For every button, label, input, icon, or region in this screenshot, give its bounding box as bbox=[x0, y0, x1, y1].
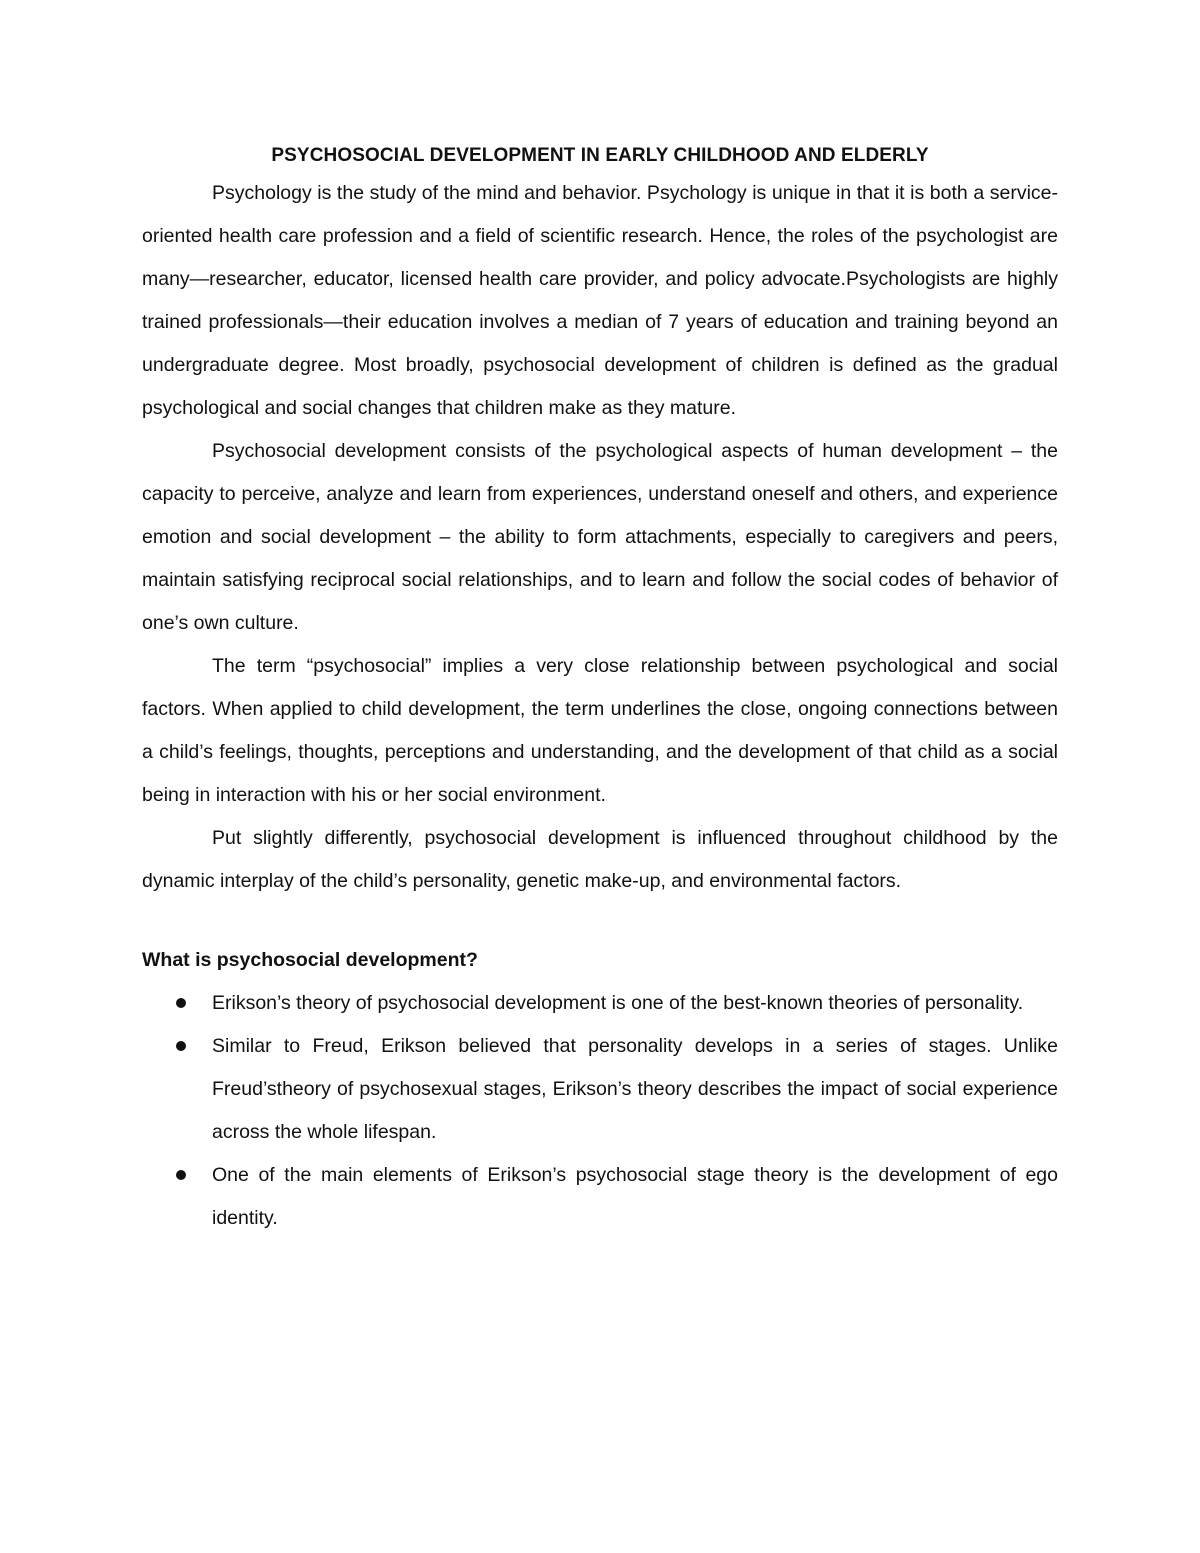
bullet-dot-icon bbox=[176, 1170, 186, 1180]
section-heading: What is psychosocial development? bbox=[142, 949, 478, 971]
bullet-text: One of the main elements of Erikson’s psychosocial stage theory is the development of ego identity. bbox=[212, 1164, 1058, 1229]
paragraph-term-psychosocial: The term “psychosocial” implies a very close relationship between psychological and social factors. When applied to child development, the term underlines the close, ongoing connections between a child’s feelings, thoughts, perceptions and understanding, and the development of that child as a social being in interaction with his or her social environment. bbox=[142, 655, 1058, 806]
document-title: PSYCHOSOCIAL DEVELOPMENT IN EARLY CHILDHOOD AND ELDERLY bbox=[271, 145, 929, 166]
bullet-dot-icon bbox=[176, 998, 186, 1008]
paragraph-psychosocial-definition: Psychosocial development consists of the psychological aspects of human development – the capacity to perceive, analyze and learn from experiences, understand oneself and others, and experience emotion and social development – the ability to form attachments, especially to caregivers and peers, maintain satisfying reciprocal social relationships, and to learn and follow the social codes of behavior of one’s own culture. bbox=[142, 440, 1058, 634]
bullet-dot-icon bbox=[176, 1041, 186, 1051]
bullet-text: Similar to Freud, Erikson believed that personality develops in a series of stages. Unlike Freud’stheory of psychosexual stages, Erikson’s theory describes the impact of social experience across the whole lifespan. bbox=[212, 1035, 1058, 1143]
document-body bbox=[142, 140, 1058, 1240]
paragraph-psychology-intro: Psychology is the study of the mind and behavior. Psychology is unique in that it is both a service-oriented health care profession and a field of scientific research. Hence, the roles of the psychologist are many—researcher, educator, licensed health care provider, and policy advocate.Psychologists are highly trained professionals—their education involves a median of 7 years of education and training beyond an undergraduate degree. Most broadly, psychosocial development of children is defined as the gradual psychological and social changes that children make as they mature. bbox=[142, 182, 1058, 419]
bullet-text: Erikson’s theory of psychosocial development is one of the best-known theories of personality. bbox=[212, 992, 1024, 1014]
bullet-list bbox=[142, 982, 1058, 1240]
bullet-item bbox=[142, 1025, 1058, 1154]
paragraph-dynamic-interplay: Put slightly differently, psychosocial development is influenced throughout childhood by the dynamic interplay of the child’s personality, genetic make-up, and environmental factors. bbox=[142, 827, 1058, 892]
bullet-item bbox=[142, 1154, 1058, 1240]
bullet-item bbox=[142, 982, 1058, 1025]
